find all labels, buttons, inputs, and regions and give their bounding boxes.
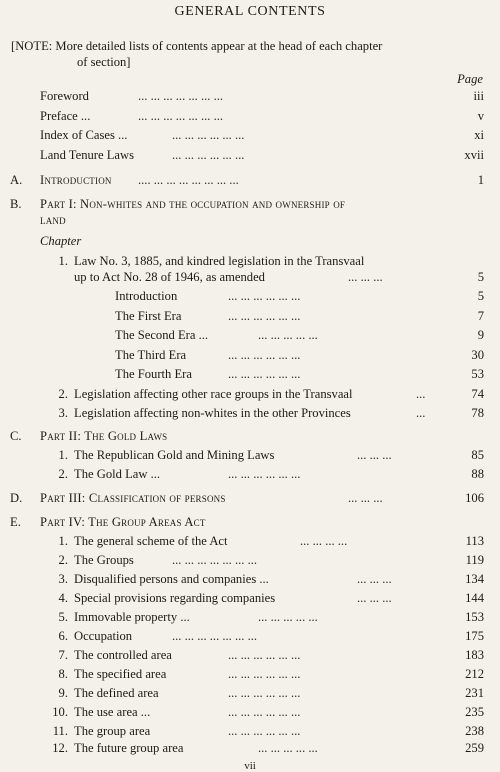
- chapter-number: 7.: [58, 648, 68, 662]
- editorial-note: [11, 38, 481, 70]
- leader-dots: ... ... ... ... ... ... ...: [172, 553, 258, 567]
- leader-dots: ... ... ... ... ... ...: [228, 467, 301, 481]
- chapter-number: 8.: [58, 667, 68, 681]
- section-letter: C.: [10, 429, 22, 443]
- page-column-header: Page: [457, 72, 483, 86]
- chapter-label: The Groups: [74, 553, 134, 567]
- chapter-label: Disqualified persons and companies ...: [74, 572, 269, 586]
- chapter-label: The Gold Law ...: [74, 467, 161, 481]
- page-title: GENERAL CONTENTS: [174, 4, 326, 19]
- chapter-label: Legislation affecting non-whites in the other Provinces: [74, 406, 351, 420]
- chapter-page: 144: [465, 591, 484, 605]
- sub-entry-page: 9: [477, 328, 484, 342]
- leader-dots: ... ... ... ... ...: [258, 610, 318, 624]
- sub-entry-page: 30: [471, 348, 484, 362]
- chapter-page: 134: [465, 572, 484, 586]
- chapter-number: 2.: [58, 387, 68, 401]
- sub-entry-label: The First Era: [115, 309, 182, 323]
- chapter-page: 259: [465, 741, 484, 755]
- chapter-number: 2.: [58, 553, 68, 567]
- chapter-number: 4.: [58, 591, 68, 605]
- note-line-2: of section]: [77, 55, 131, 69]
- sub-entry-page: 7: [477, 309, 484, 323]
- leader-dots: ... ... ... ... ... ...: [228, 348, 301, 362]
- chapter-page: 212: [465, 667, 484, 681]
- leader-dots: ... ... ... ... ... ...: [228, 309, 301, 323]
- chapter-label-continued: up to Act No. 28 of 1946, as amended: [74, 270, 265, 284]
- leader-dots: ... ... ... ... ... ...: [228, 724, 301, 738]
- toc-entry-label: Land Tenure Laws: [40, 148, 135, 162]
- note-line-1: [NOTE: More detailed lists of contents appear at the head of each chapter: [11, 39, 383, 53]
- leader-dots: ...: [416, 406, 426, 420]
- section-letter: D.: [10, 491, 23, 505]
- sub-entry-page: 5: [477, 289, 484, 303]
- leader-dots: ... ... ... ... ... ... ...: [138, 109, 224, 123]
- chapter-page: 153: [465, 610, 484, 624]
- section-label: Part IV: The Group Areas Act: [40, 515, 206, 529]
- chapter-label: The Republican Gold and Mining Laws: [74, 448, 275, 462]
- leader-dots: ...: [416, 387, 426, 401]
- chapter-label: Law No. 3, 1885, and kindred legislation in the Transvaal: [74, 254, 365, 268]
- toc-entry-label: Index of Cases ...: [40, 128, 128, 142]
- leader-dots: ... ... ...: [357, 448, 392, 462]
- leader-dots: ... ... ... ... ... ...: [228, 667, 301, 681]
- section-label: Part II: The Gold Laws: [40, 429, 168, 443]
- leader-dots: ... ... ... ... ...: [258, 328, 318, 342]
- chapter-label: The general scheme of the Act: [74, 534, 228, 548]
- leader-dots: ... ... ...: [348, 270, 383, 284]
- chapter-label: Immovable property ...: [74, 610, 190, 624]
- leader-dots: ... ... ... ... ... ...: [228, 289, 301, 303]
- sub-entry-label: The Fourth Era: [115, 367, 192, 381]
- chapter-label: The controlled area: [74, 648, 172, 662]
- chapter-page: 5: [477, 270, 484, 284]
- sub-entry-label: Introduction: [115, 289, 178, 303]
- leader-dots: ... ... ... ... ... ...: [172, 148, 245, 162]
- toc-entry-page: xvii: [464, 148, 484, 162]
- leader-dots: ... ... ... ... ... ...: [172, 128, 245, 142]
- sub-entry-page: 53: [471, 367, 484, 381]
- toc-entry-label: Foreword: [40, 89, 89, 103]
- chapter-label: Occupation: [74, 629, 133, 643]
- chapter-number: 12.: [52, 741, 68, 755]
- leader-dots: ... ... ...: [357, 572, 392, 586]
- chapter-number: 6.: [58, 629, 68, 643]
- chapter-number: 1.: [58, 254, 68, 268]
- sub-entry-label: The Second Era ...: [115, 328, 209, 342]
- leader-dots: ... ... ... ... ... ...: [228, 367, 301, 381]
- leader-dots: .... ... ... ... ... ... ... ...: [138, 173, 239, 187]
- leader-dots: ... ... ... ...: [300, 534, 348, 548]
- chapter-page: 88: [471, 467, 484, 481]
- chapter-number: 2.: [58, 467, 68, 481]
- chapter-page: 119: [465, 553, 484, 567]
- leader-dots: ... ... ...: [357, 591, 392, 605]
- chapter-page: 175: [465, 629, 484, 643]
- chapter-number: 9.: [58, 686, 68, 700]
- chapter-label: The use area ...: [74, 705, 151, 719]
- section-label: Part III: Classification of persons: [40, 491, 226, 505]
- toc-entry-label: Preface ...: [40, 109, 91, 123]
- chapter-label: The group area: [74, 724, 151, 738]
- chapter-number: 5.: [58, 610, 68, 624]
- section-letter: B.: [10, 197, 22, 211]
- chapter-page: 113: [465, 534, 484, 548]
- section-letter: A.: [10, 173, 23, 187]
- chapter-label: Legislation affecting other race groups in the Transvaal: [74, 387, 353, 401]
- chapter-number: 10.: [52, 705, 68, 719]
- chapter-number: 1.: [58, 448, 68, 462]
- leader-dots: ... ... ... ... ...: [258, 741, 318, 755]
- chapter-label: Special provisions regarding companies: [74, 591, 276, 605]
- section-page: 106: [465, 491, 484, 505]
- chapter-number: 1.: [58, 534, 68, 548]
- chapter-page: 231: [465, 686, 484, 700]
- leader-dots: ... ... ... ... ... ... ...: [172, 629, 258, 643]
- chapter-page: 238: [465, 724, 484, 738]
- chapter-page: 183: [465, 648, 484, 662]
- chapter-label: The future group area: [74, 741, 184, 755]
- chapter-number: 3.: [58, 406, 68, 420]
- section-label: Introduction: [40, 173, 112, 187]
- leader-dots: ... ... ... ... ... ...: [228, 686, 301, 700]
- sub-entry-label: The Third Era: [115, 348, 187, 362]
- leader-dots: ... ... ... ... ... ... ...: [138, 89, 224, 103]
- page-number: vii: [244, 760, 256, 772]
- chapter-number: 3.: [58, 572, 68, 586]
- section-page: 1: [477, 173, 484, 187]
- chapter-page: 235: [465, 705, 484, 719]
- chapter-number: 11.: [52, 724, 68, 738]
- chapter-label: The defined area: [74, 686, 159, 700]
- chapter-page: 85: [471, 448, 484, 462]
- toc-entry-page: iii: [473, 89, 484, 103]
- chapter-label: The specified area: [74, 667, 167, 681]
- toc-entry-page: xi: [474, 128, 484, 142]
- chapter-column-header: Chapter: [40, 234, 82, 248]
- section-label-continued: land: [40, 213, 66, 227]
- leader-dots: ... ... ...: [348, 491, 383, 505]
- leader-dots: ... ... ... ... ... ...: [228, 705, 301, 719]
- section-label: Part I: Non-whites and the occupation and ownership of: [40, 197, 346, 211]
- chapter-page: 74: [471, 387, 484, 401]
- chapter-page: 78: [471, 406, 484, 420]
- leader-dots: ... ... ... ... ... ...: [228, 648, 301, 662]
- toc-entry-page: v: [477, 109, 484, 123]
- section-letter: E.: [10, 515, 21, 529]
